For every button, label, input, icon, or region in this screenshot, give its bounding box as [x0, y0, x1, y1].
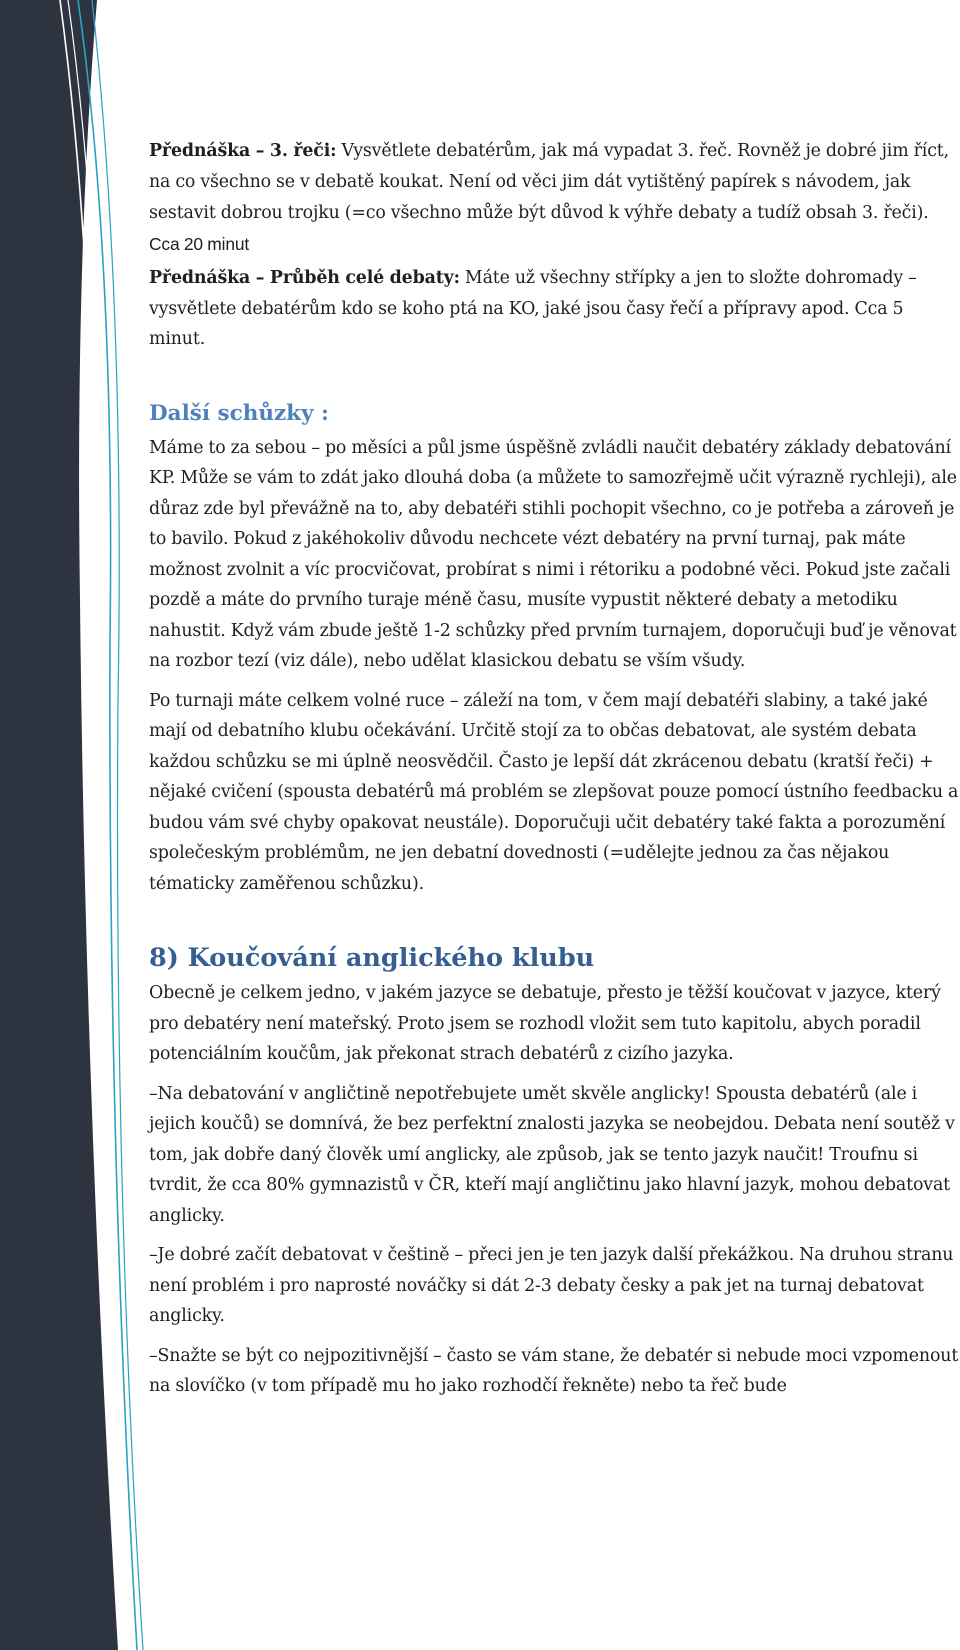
- paragraph-english-tip-2: –Je dobré začít debatovat v češtině – přeci jen je ten jazyk další překážkou. Na druhou stranu není problém i pro naprosté nováčky si dát 2-3 debaty česky a pak jet na turnaj debatovat anglicky.: [149, 1245, 954, 1326]
- page-content: [149, 136, 959, 1402]
- paragraph-body: Máte už všechny střípky a jen to složte dohromady – vysvětlete debatérům kdo se koho ptá na KO, jaké jsou časy řečí a přípravy apod. Cca 5 minut.: [149, 268, 917, 349]
- paragraph-english-intro: Obecně je celkem jedno, v jakém jazyce se debatuje, přesto je těžší koučovat v jazyce, který pro debatéry není mateřský. Proto jsem se rozhodl vložit sem tuto kapitolu, abych poradil potenciálním koučům, jak překonat strach debatérů z cizího jazyka.: [149, 983, 941, 1064]
- heading-section-english-club: 8) Koučování anglického klubu: [149, 943, 595, 973]
- paragraph-lead: Přednáška – Průběh celé debaty:: [149, 268, 460, 288]
- paragraph-english-tip-3: –Snažte se být co nejpozitivnější – často se vám stane, že debatér si nebude moci vzpomenout na slovíčko (v tom případě mu ho jako rozhodčí řekněte) nebo ta řeč bude: [149, 1345, 959, 1396]
- sidebar-dark-band: [0, 0, 118, 1650]
- paragraph-body: Vysvětlete debatérům, jak má vypadat 3. řeč. Rovněž je dobré jim říct, na co všechno se v debatě koukat. Není od věci jim dát vytištěný papírek s návodem, jak sestavit dobrou trojku (=co všechno může být důvod k výhře debaty a tudíž obsah 3. řeči).: [149, 141, 950, 223]
- paragraph-lecture-third-speech: [149, 136, 959, 254]
- heading-next-meetings: Další schůzky :: [149, 400, 329, 426]
- paragraph-tail: Cca 20 minut: [149, 233, 250, 254]
- paragraph-english-tip-1: –Na debatování v angličtině nepotřebujete umět skvěle anglicky! Spousta debatérů (ale i jejich koučů) se domnívá, že bez perfektní znalosti jazyka se neobejdou. Debata není soutěž v tom, jak dobře daný člověk umí anglicky, ale způsob, jak se tento jazyk naučit! Troufnu si tvrdit, že cca 80% gymnazistů v ČR, kteří mají angličtinu jako hlavní jazyk, mohou debatovat anglicky.: [149, 1083, 955, 1226]
- paragraph-next-meetings-1: Máme to za sebou – po měsíci a půl jsme úspěšně zvládli naučit debatéry základy debatování KP. Může se vám to zdát jako dlouhá doba (a můžete to samozřejmě učit výrazně rychleji), ale důraz zde byl převážně na to, aby debatéři stihli pochopit všechno, co je potřeba a zároveň je to bavilo. Pokud z jakéhokoliv důvodu nechcete vézt debatéry na první turnaj, pak máte možnost zvolnit a víc procvičovat, probírat s nimi i rétoriku a podobné věci. Pokud jste začali pozdě a máte do prvního turaje méně času, musíte vypustit některé debaty a metodiku nahustit. Když vám zbude ještě 1-2 schůzky před prvním turnajem, doporučuji buď je věnovat na rozbor tezí (viz dále), nebo udělat klasickou debatu se vším všudy.: [149, 437, 957, 671]
- paragraph-lecture-debate-flow: [149, 263, 959, 355]
- paragraph-next-meetings-2: Po turnaji máte celkem volné ruce – záleží na tom, v čem mají debatéři slabiny, a také jaké mají od debatního klubu očekávání. Určitě stojí za to občas debatovat, ale systém debata každou schůzku se mi úplně neosvědčil. Často je lepší dát zkrácenou debatu (kratší řeči) + nějaké cvičení (spousta debatérů má problém se zlepšovat pouze pomocí ústního feedbacku a budou vám své chyby opakovat neustále). Doporučuji učit debatéry také fakta a porozumění společeským problémům, ne jen debatní dovednosti (=udělejte jednou za čas nějakou tématicky zaměřenou schůzku).: [149, 690, 959, 894]
- paragraph-lead: Přednáška – 3. řeči:: [149, 141, 337, 161]
